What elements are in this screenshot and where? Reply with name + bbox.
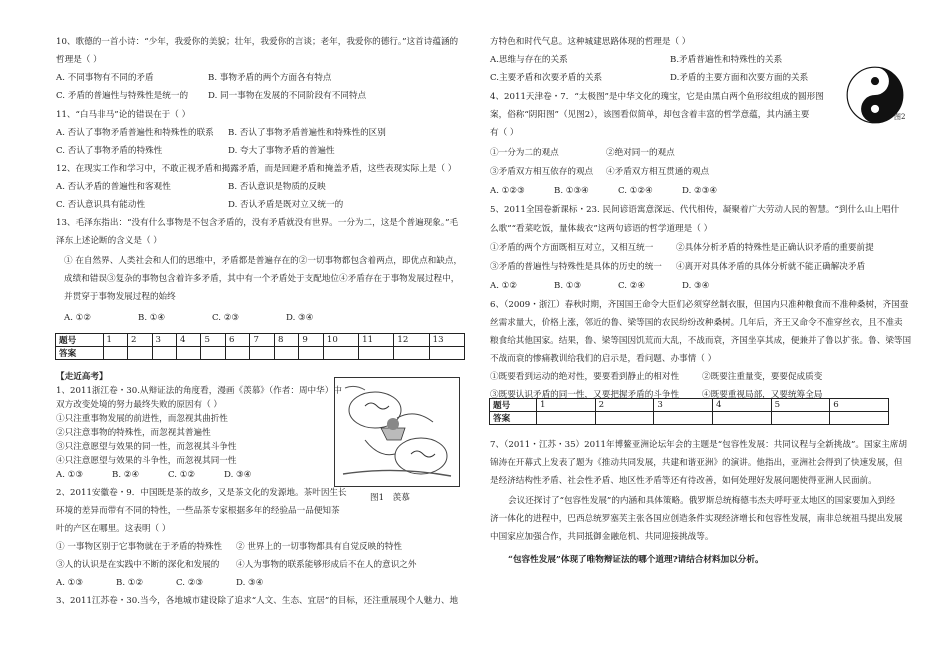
q12-option-c: C. 否认意识具有能动性	[56, 200, 146, 210]
figure2-caption: 图2	[894, 113, 906, 121]
q13-option-d: D. ③④	[286, 313, 314, 323]
k7-stem-line2: 锦涛在开幕式上发表了题为《推动共同发展，共建和谐亚洲》的演讲。他指出，亚洲社会得到了快速发展，但	[490, 458, 903, 468]
k5-choice-b: B. ①③	[554, 281, 582, 291]
table-row	[56, 347, 465, 360]
k6-option-3: ③既要认识矛盾的同一性，又要把握矛盾的斗争性	[490, 390, 680, 400]
answer-cell[interactable]	[359, 347, 394, 360]
k5-choice-d: D. ③④	[682, 281, 710, 291]
answer-cell[interactable]	[429, 347, 464, 360]
k5-stem-line1: 5、2011全国卷新课标・23. 民间谚语寓意深远、代代相传，凝聚着广大劳动人民的智慧。“到什么山上唱什	[490, 205, 900, 215]
figure-cartoon-envy	[334, 377, 460, 487]
answer-cell[interactable]	[712, 412, 771, 425]
k4-choice-c: C. ①②④	[618, 186, 653, 196]
k7-stem-line4: 会议还探讨了“包容性发展”的内涵和具体策略。俄罗斯总统梅德韦杰夫呼吁亚太地区的国家要加入到经	[508, 496, 895, 506]
answer-cell[interactable]	[274, 347, 298, 360]
k3-option-c: C.主要矛盾和次要矛盾的关系	[490, 73, 603, 83]
table-cell: 题号	[490, 399, 537, 412]
answer-cell[interactable]	[250, 347, 274, 360]
k6-stem-line3: 粮食给其他国家。结果，鲁、梁等国因饥荒而大乱，不战而衰，齐国坐享其成，便兼并了鲁以扩张。鲁、梁等国	[490, 336, 912, 346]
table-cell: 1	[537, 399, 596, 412]
table-cell: 11	[359, 334, 394, 347]
k5-stem-line2: 么歌”“看菜吃饭，量体裁衣”这两句谚语的哲学道理是（ ）	[490, 224, 713, 234]
k4-option-3: ③矛盾双方相互依存的观点	[490, 167, 594, 177]
cartoon-illustration	[335, 378, 459, 486]
q11-option-c: C. 否认了事物矛盾的特殊性	[56, 146, 163, 156]
q13-statement-line3: 并贯穿于事物发展过程的始终	[64, 292, 176, 302]
answer-cell[interactable]	[394, 347, 429, 360]
q10-option-d: D. 同一事物在发展的不同阶段有不同特点	[208, 91, 367, 101]
k1-choice-b: B. ②④	[112, 470, 140, 480]
k4-stem-line1: 4、2011天津卷・7．“太极图”是中华文化的瑰宝，它是由黑白两个鱼形纹组成的圆形图	[490, 92, 824, 102]
figure1-caption: 图1 羡慕	[370, 493, 410, 503]
table-cell: 3	[654, 399, 713, 412]
k1-stem-line2: 双方改变处境的努力最终失败的原因有（ ）	[56, 400, 223, 410]
k2-choice-c: C. ②③	[176, 578, 204, 588]
k2-choice-b: B. ①②	[116, 578, 144, 588]
k1-stem-line1: 1、2011浙江卷・30.从辩证法的角度看，漫画《羡慕》（作者：周中华）中	[56, 386, 342, 396]
k2-option-4: ④人为事物的联系能够形成后不在人的意识之外	[236, 560, 417, 570]
q11-option-a: A. 否认了事物矛盾普遍性和特殊性的联系	[56, 128, 214, 138]
k4-stem-line2: 案，俗称“阴阳图”（见图2），该图看似简单，却包含着丰富的哲学意蕴，其内涵主要	[490, 110, 810, 120]
k7-stem-line1: 7、（2011・江苏・35）2011年博鳌亚洲论坛年会的主题是“包容性发展：共同议程与全新挑战”。国家主席胡	[490, 440, 907, 450]
k3-option-d: D.矛盾的主要方面和次要方面的关系	[670, 73, 809, 83]
k1-option-3: ③只注意愿望与效果的同一性，而忽视其斗争性	[56, 442, 237, 452]
k3-stem-line2: 方特色和时代气息。这种城建思路体现的哲理是（ ）	[490, 37, 691, 47]
table-cell: 10	[323, 334, 358, 347]
table-cell: 7	[250, 334, 274, 347]
table-cell: 8	[274, 334, 298, 347]
k5-option-4: ④离开对具体矛盾的具体分析就不能正确解决矛盾	[676, 262, 866, 272]
k4-choice-b: B. ①③④	[554, 186, 589, 196]
k5-option-1: ①矛盾的两个方面既相互对立，又相互统一	[490, 243, 654, 253]
k7-stem-line3: 是经济结构性矛盾、社会性矛盾、地区性矛盾等还有待改善，如何处理好发展问题使得亚洲人民面前。	[490, 476, 877, 486]
k6-stem-line4: 不战而衰的惨痛教训给我们的启示是，看问题、办事情（ ）	[490, 354, 717, 364]
k1-choice-a: A. ①③	[56, 470, 84, 480]
k4-choice-d: D. ②③④	[682, 186, 718, 196]
answer-cell[interactable]	[177, 347, 201, 360]
q13-option-a: A. ①②	[64, 313, 92, 323]
k7-question: “包容性发展”体现了唯物辩证法的哪个道理?请结合材料加以分析。	[508, 555, 764, 565]
table-cell: 6	[830, 399, 889, 412]
k5-choice-c: C. ②④	[618, 281, 646, 291]
answer-label: 答案	[490, 412, 537, 425]
k1-option-1: ①只注重事物发展的前进性，而忽视其曲折性	[56, 414, 228, 424]
q10-option-a: A. 不同事物有不同的矛盾	[56, 73, 154, 83]
k6-option-4: ④既要重视局部，又要统筹全局	[702, 390, 823, 400]
answer-label: 答案	[56, 347, 104, 360]
k1-choice-c: C. ①②	[168, 470, 196, 480]
k4-option-1: ①一分为二的观点	[490, 148, 559, 158]
table-cell: 题号	[56, 334, 104, 347]
table-cell: 6	[225, 334, 249, 347]
table-row	[490, 399, 889, 412]
k2-choice-a: A. ①③	[56, 578, 84, 588]
table-cell: 13	[429, 334, 464, 347]
k4-option-2: ②绝对同一的观点	[606, 148, 675, 158]
answer-cell[interactable]	[595, 412, 654, 425]
k5-option-3: ③矛盾的普遍性与特殊性是具体的历史的统一	[490, 262, 662, 272]
right-answer-table	[489, 398, 889, 425]
table-cell: 5	[201, 334, 225, 347]
table-cell: 4	[177, 334, 201, 347]
table-row	[56, 334, 465, 347]
q11-option-b: B. 否认了事物矛盾普遍性和特殊性的区别	[228, 128, 386, 138]
q12-stem: 12、在现实工作和学习中，不敢正视矛盾和揭露矛盾，而是回避矛盾和掩盖矛盾，这些表现实际上是（ ）	[56, 164, 457, 174]
q10-option-b: B. 事物矛盾的两个方面各有特点	[208, 73, 332, 83]
q13-statement-line1: ① 在自然界、人类社会和人们的思维中，矛盾都是普遍存在的②一切事物都包含着两点，即优点和缺点，	[64, 256, 463, 266]
answer-cell[interactable]	[830, 412, 889, 425]
k1-option-4: ④只注意愿望与效果的斗争性，而忽视其同一性	[56, 456, 237, 466]
k5-choice-a: A. ①②	[490, 281, 518, 291]
k2-option-3: ③人的认识是在实践中不断的深化和发展的	[56, 560, 220, 570]
answer-cell[interactable]	[225, 347, 249, 360]
table-cell: 1	[103, 334, 127, 347]
answer-cell[interactable]	[654, 412, 713, 425]
table-cell: 12	[394, 334, 429, 347]
k2-choice-d: D. ③④	[236, 578, 264, 588]
k7-stem-line5: 济一体化的进程中，巴西总统罗塞芙主张各国应创造条件实现经济增长和包容性发展，南非总统祖马提出发展	[490, 514, 903, 524]
table-cell: 4	[712, 399, 771, 412]
q11-option-d: D. 夸大了事物矛盾的普遍性	[228, 146, 335, 156]
k4-stem-line3: 有（ ）	[490, 128, 519, 138]
left-answer-table	[55, 333, 465, 360]
answer-cell[interactable]	[201, 347, 225, 360]
k4-option-4: ④矛盾双方相互贯通的观点	[606, 167, 710, 177]
k4-choice-a: A. ①②③	[490, 186, 525, 196]
q12-option-b: B. 否认意识是物质的反映	[228, 182, 326, 192]
table-cell: 5	[771, 399, 830, 412]
q10-stem-line2: 哲理是（ ）	[56, 55, 102, 65]
k2-option-2: ② 世界上的一切事物都具有自觉反映的特性	[236, 542, 403, 552]
q13-stem-line2: 泽东上述论断的含义是（ ）	[56, 236, 162, 246]
k3-option-b: B.矛盾普遍性和特殊性的关系	[670, 55, 783, 65]
k2-stem-line3: 叶的产区在哪里。这表明（ ）	[56, 524, 171, 534]
table-cell: 3	[152, 334, 176, 347]
answer-cell[interactable]	[152, 347, 176, 360]
q13-stem-line1: 13、毛泽东指出：“没有什么事物是不包含矛盾的，没有矛盾就没有世界。一分为二，这是个普遍现象。”毛	[56, 218, 459, 228]
k2-option-1: ① 一事物区别于它事物就在于矛盾的特殊性	[56, 542, 223, 552]
q13-option-c: C. ②③	[212, 313, 240, 323]
k3-stem-line1: 3、2011江苏卷・30.当今，各地城市建设除了追求“人文、生态、宜居”的目标，还注重展现个人魅力、地	[56, 596, 459, 606]
q10-stem-line1: 10、歌德的一首小诗：“少年，我爱你的美貌；壮年，我爱你的言谈；老年，我爱你的德行。”这首诗蕴涵的	[56, 37, 459, 47]
k1-choice-d: D. ③④	[224, 470, 252, 480]
q11-stem: 11、“白马非马”论的错误在于（ ）	[56, 110, 191, 120]
table-row	[490, 412, 889, 425]
table-cell: 9	[299, 334, 323, 347]
k6-stem-line2: 丝需求量大，价格上涨，邻近的鲁、梁等国的农民纷纷改种桑树。几年后，齐王又命令不准穿丝衣，且不准卖	[490, 318, 903, 328]
q13-option-b: B. ①④	[138, 313, 166, 323]
answer-cell[interactable]	[323, 347, 358, 360]
k2-stem-line2: 环境的差异而带有不同的特性，一些品茶专家根据多年的经验品一品便知茶	[56, 506, 340, 516]
q12-option-a: A. 否认矛盾的普遍性和客观性	[56, 182, 171, 192]
k6-stem-line1: 6、（2009・浙江）春秋时期，齐国国王命令大臣们必须穿丝制衣服，但国内只准种粮食而不准种桑树，齐国蚕	[490, 300, 909, 310]
answer-cell[interactable]	[771, 412, 830, 425]
section-title: 【走近高考】	[56, 372, 108, 382]
k2-stem-line1: 2、2011安徽卷・9．中国既是茶的故乡，又是茶文化的发源地。茶叶因生长	[56, 488, 347, 498]
q13-statement-line2: 成绩和错误③复杂的事物包含着许多矛盾，其中有一个矛盾处于支配地位④矛盾存在于事物发展过程中，	[64, 274, 460, 284]
k5-option-2: ②具体分析矛盾的特殊性是正确认识矛盾的重要前提	[676, 243, 874, 253]
table-cell: 2	[128, 334, 152, 347]
answer-cell[interactable]	[299, 347, 323, 360]
answer-cell[interactable]	[103, 347, 127, 360]
table-cell: 2	[595, 399, 654, 412]
k1-option-2: ②只注意事物的特殊性，而忽视其普遍性	[56, 428, 211, 438]
k6-option-1: ①既要看到运动的绝对性，要要看到静止的相对性	[490, 372, 680, 382]
q12-option-d: D. 否认矛盾是既对立又统一的	[228, 200, 344, 210]
answer-cell[interactable]	[537, 412, 596, 425]
k7-stem-line6: 中国家应加强合作，共同抵御金融危机、共同迎接挑战等。	[490, 532, 714, 542]
q10-option-c: C. 矛盾的普遍性与特殊性是统一的	[56, 91, 189, 101]
answer-cell[interactable]	[128, 347, 152, 360]
k6-option-2: ②既要注重量变，要要促成质变	[702, 372, 823, 382]
k3-option-a: A.思维与存在的关系	[490, 55, 568, 65]
